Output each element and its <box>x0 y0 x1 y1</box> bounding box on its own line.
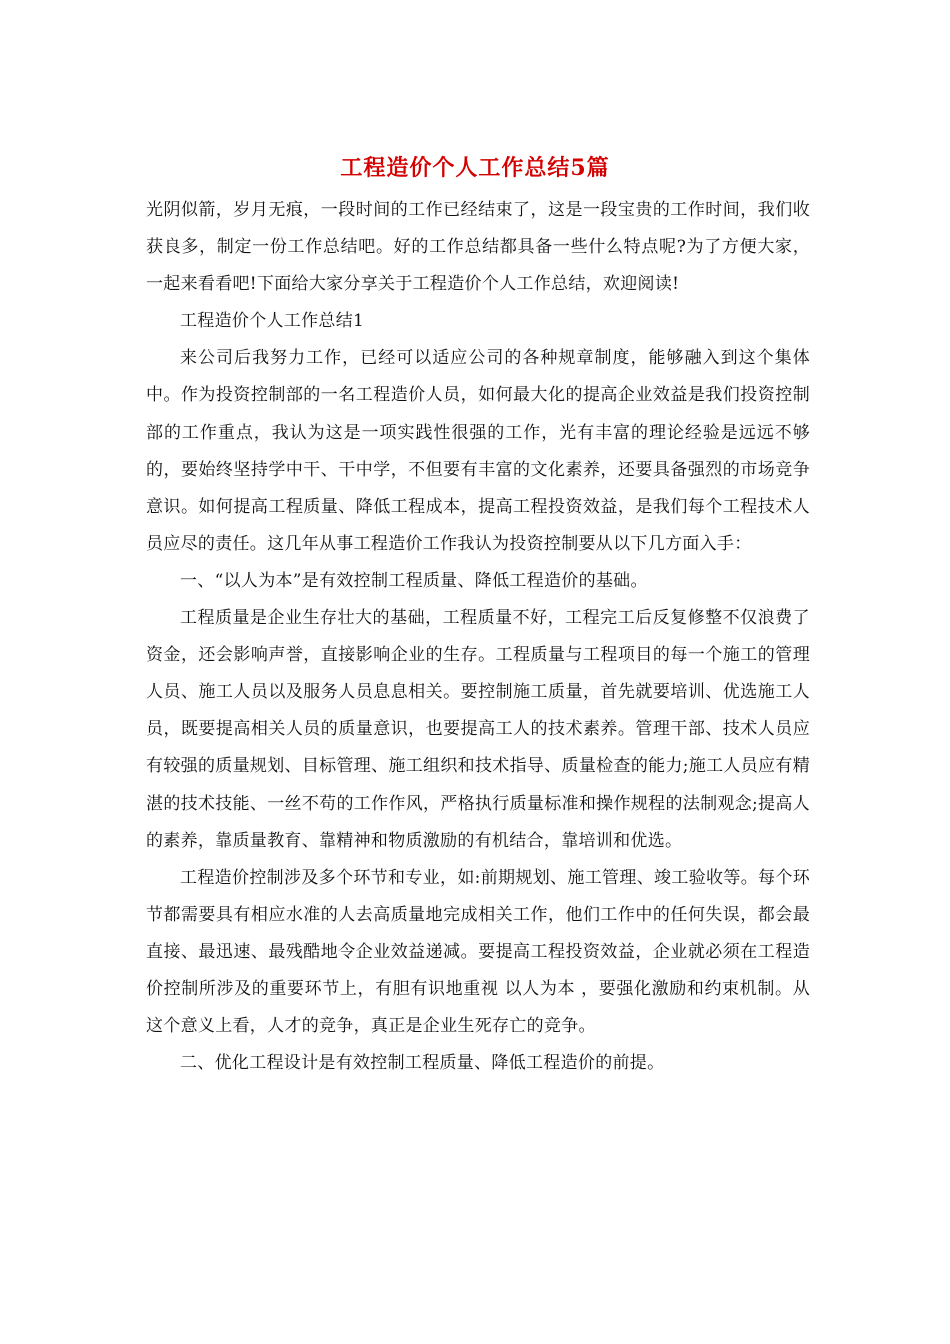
body-paragraph: 工程质量是企业生存壮大的基础，工程质量不好，工程完工后反复修整不仅浪费了资金，还会影响声誉，直接影响企业的生存。工程质量与工程项目的每一个施工的管理人员、施工人员以及服务人员息息相关。要控制施工质量，首先就要培训、优选施工人员，既要提高相关人员的质量意识，也要提高工人的技术素养。管理干部、技术人员应有较强的质量规划、目标管理、施工组织和技术指导、质量检查的能力;施工人员应有精湛的技术技能、一丝不苟的工作作风，严格执行质量标准和操作规程的法制观念;提高人的素养，靠质量教育、靠精神和物质激励的有机结合，靠培训和优选。 <box>146 608 810 851</box>
point-heading: 一、“以人为本”是有效控制工程质量、降低工程造价的基础。 <box>180 570 648 591</box>
document-title: 工程造价个人工作总结5篇 <box>340 155 610 181</box>
document-body <box>146 192 810 1082</box>
point-heading: 二、优化工程设计是有效控制工程质量、降低工程造价的前提。 <box>180 1053 665 1074</box>
body-paragraph: 来公司后我努力工作，已经可以适应公司的各种规章制度，能够融入到这个集体中。作为投资控制部的一名工程造价人员，如何最大化的提高企业效益是我们投资控制部的工作重点，我认为这是一项实践性很强的工作，光有丰富的理论经验是远远不够的，要始终坚持学中干、干中学，不但要有丰富的文化素养，还要具备强烈的市场竞争意识。如何提高工程质量、降低工程成本，提高工程投资效益，是我们每个工程技术人员应尽的责任。这几年从事工程造价工作我认为投资控制要从以下几方面入手： <box>146 348 810 554</box>
intro-paragraph: 光阴似箭，岁月无痕，一段时间的工作已经结束了，这是一段宝贵的工作时间，我们收获良多，制定一份工作总结吧。好的工作总结都具备一些什么特点呢?为了方便大家，一起来看看吧!下面给大家分享关于工程造价个人工作总结，欢迎阅读! <box>146 200 810 295</box>
body-paragraph: 工程造价控制涉及多个环节和专业，如:前期规划、施工管理、竣工验收等。每个环节都需要具有相应水准的人去高质量地完成相关工作，他们工作中的任何失误，都会最直接、最迅速、最残酷地令企业效益递减。要提高工程投资效益，企业就必须在工程造价控制所涉及的重要环节上，有胆有识地重视 以人为本 ，要强化激励和约束机制。从这个意义上看，人才的竞争，真正是企业生死存亡的竞争。 <box>146 867 810 1037</box>
section-heading: 工程造价个人工作总结1 <box>180 311 365 332</box>
